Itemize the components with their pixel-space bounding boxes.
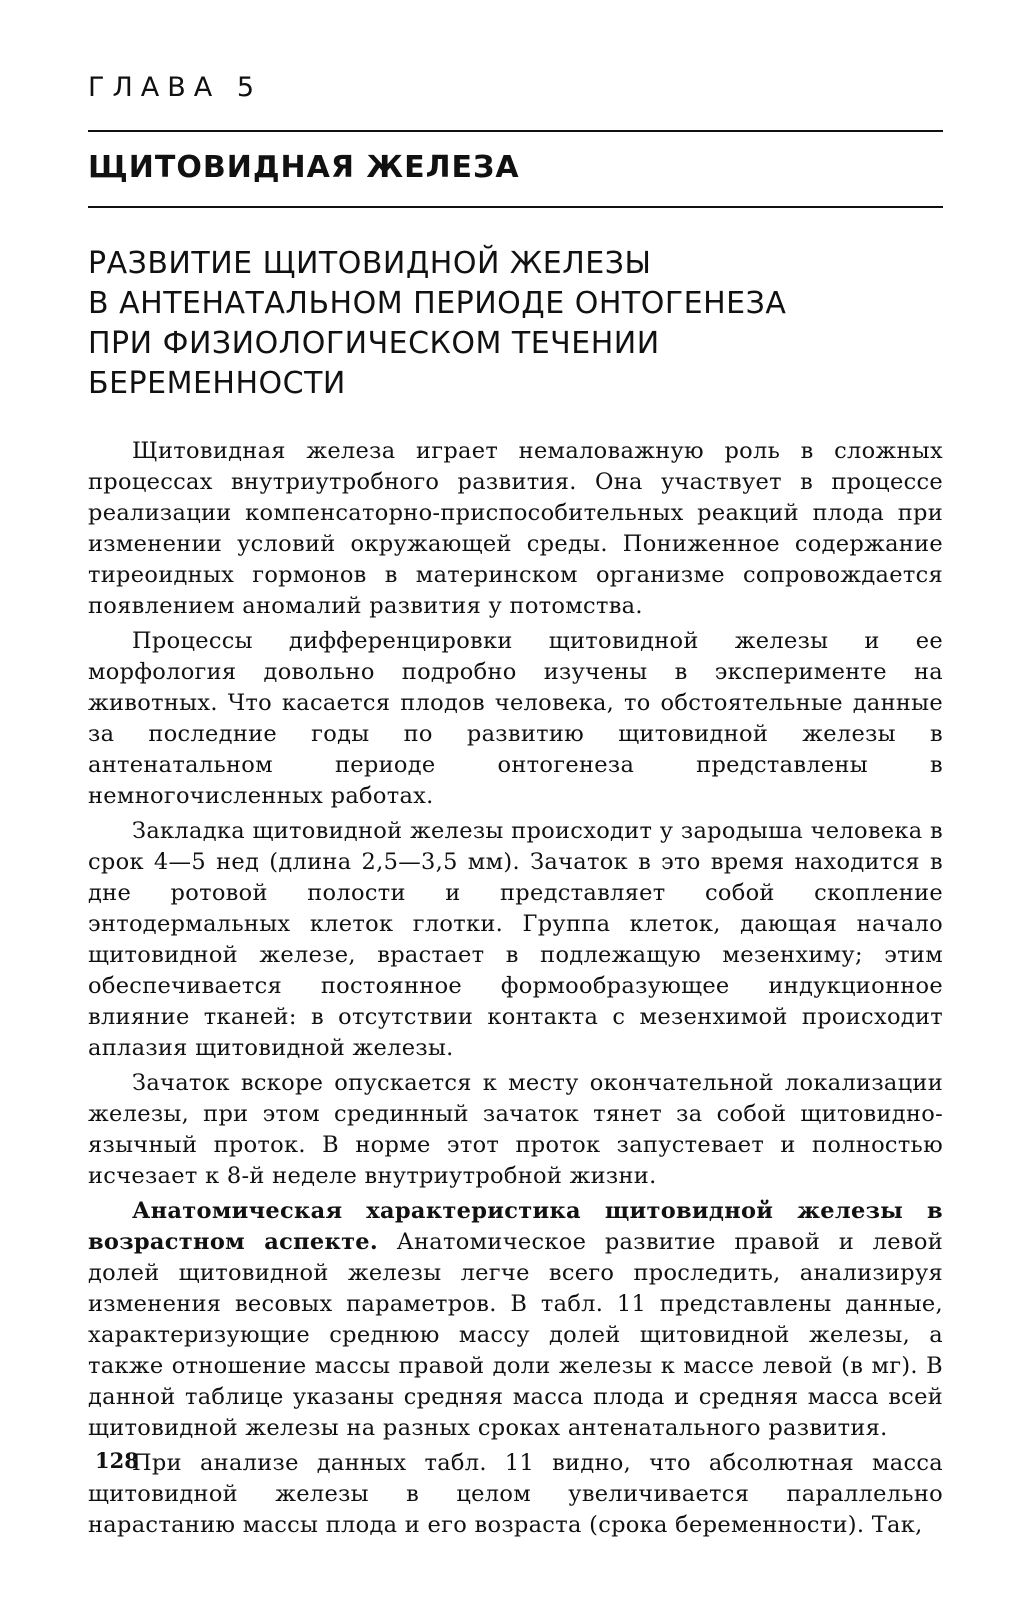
top-rule [88,130,943,132]
paragraph: При анализе данных табл. 11 видно, что абсолютная масса щитовидной железы в целом увеличивается параллельно нарастанию массы плода и его возраста (срока беременности). Так, [88,1450,943,1538]
bottom-rule [88,206,943,208]
section-title-line: БЕРЕМЕННОСТИ [88,366,346,401]
section-title-line: РАЗВИТИЕ ЩИТОВИДНОЙ ЖЕЛЕЗЫ [88,246,652,281]
paragraph: Закладка щитовидной железы происходит у зародыша человека в срок 4—5 нед (длина 2,5—3,5 мм). Зачаток в это время находится в дне ротовой полости и представляет собой скопление энтодермальных клеток глотки. Группа клеток, дающая начало щитовидной железе, врастает в подлежащую мезенхиму; этим обеспечивается постоянное формообразующее индукционное влияние тканей: в отсутствии контакта с мезенхимой происходит аплазия щитовидной железы. [88,818,943,1061]
paragraph: Щитовидная железа играет немаловажную роль в сложных процессах внутриутробного развития. Она участвует в процессе реализации компенсаторно-приспособительных реакций плода при изменении условий окружающей среды. Пониженное содержание тиреоидных гормонов в материнском организме сопровождается появлением аномалий развития у потомства. [88,438,943,619]
page-number: 128 [95,1448,139,1473]
section-title-line: В АНТЕНАТАЛЬНОМ ПЕРИОДЕ ОНТОГЕНЕЗА [88,286,787,321]
page-content [88,70,943,1541]
paragraph-heading: Анатомическая характеристика щитовидной железы в возрастном аспекте. [88,1198,943,1255]
chapter-title: ЩИТОВИДНАЯ ЖЕЛЕЗА [88,150,520,185]
section-title-line: ПРИ ФИЗИОЛОГИЧЕСКОМ ТЕЧЕНИИ [88,326,660,361]
section-title [88,244,943,404]
paragraph-text: Анатомическое развитие правой и левой долей щитовидной железы легче всего проследить, анализируя изменения весовых параметров. В табл. 11 представлены данные, характеризующие среднюю массу долей щитовидной железы, а также отношение массы правой доли железы к массе левой (в мг). В данной таблице указаны средняя масса плода и средняя масса всей щитовидной железы на разных сроках антенатального развития. [88,1229,943,1441]
paragraph: Зачаток вскоре опускается к месту окончательной локализации железы, при этом срединный зачаток тянет за собой щитовидно-язычный проток. В норме этот проток запустевает и полностью исчезает к 8-й неделе внутриутробной жизни. [88,1070,943,1189]
anatomy-paragraph [88,1196,943,1444]
body-text [88,436,943,1541]
paragraph: Процессы дифференцировки щитовидной железы и ее морфология довольно подробно изучены в эксперименте на животных. Что касается плодов человека, то обстоятельные данные за последние годы по развитию щитовидной железы в антенатальном периоде онтогенеза представлены в немногочисленных работах. [88,628,943,809]
chapter-label: ГЛАВА 5 [88,72,262,103]
